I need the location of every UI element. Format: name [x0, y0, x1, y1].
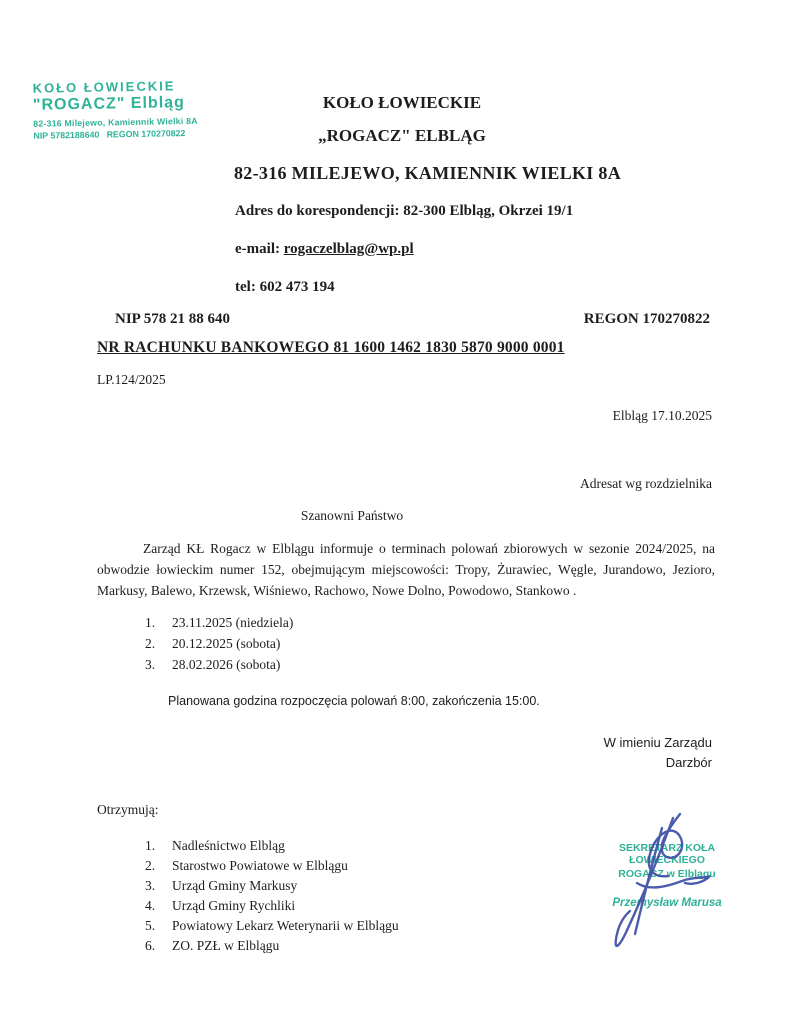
email-line: [235, 241, 414, 258]
secretary-club: ROGACZ w Elblągu: [618, 868, 716, 880]
correspondence-address: Adres do korespondencji: 82-300 Elbląg, Okrzei 19/1: [235, 203, 574, 219]
signoff-on-behalf: W imieniu Zarządu: [603, 735, 712, 750]
recipient-item: [145, 836, 399, 856]
handwritten-signature: [592, 806, 727, 958]
salutation: Szanowni Państwo: [300, 508, 404, 523]
letterhead-address: 82-316 MILEJEWO, KAMIENNIK WIELKI 8A: [234, 163, 622, 183]
signoff-greeting: Darzbór: [665, 755, 712, 770]
nip-number: NIP 578 21 88 640: [115, 311, 231, 327]
recipient-item: [145, 856, 399, 876]
item-number: 1.: [145, 838, 156, 853]
recipient-text: Powiatowy Lekarz Weterynarii w Elblągu: [172, 918, 399, 933]
item-number: 2.: [145, 636, 156, 651]
item-number: 4.: [145, 898, 156, 913]
hunt-dates-list: [145, 612, 293, 675]
hunt-date-item: [145, 612, 293, 633]
recipient-item: [145, 936, 399, 956]
recipient-text: Urząd Gminy Rychliki: [172, 898, 296, 913]
hunt-date-text: 28.02.2026 (sobota): [172, 657, 281, 672]
bank-account-number: NR RACHUNKU BANKOWEGO 81 1600 1462 1830 5870 9000 0001: [97, 339, 565, 356]
stamp-club-address: 82-316 Milejewo, Kamiennik Wielki 8A: [33, 115, 198, 129]
tax-id-row: [115, 311, 710, 328]
phone-line: tel: 602 473 194: [235, 279, 335, 295]
email-address: rogaczelblag@wp.pl: [283, 241, 414, 257]
item-number: 5.: [145, 918, 156, 933]
secretary-name: Przemysław Marusa: [612, 897, 722, 909]
stamp-club-ids: NIP 5782188640 REGON 170270822: [33, 128, 186, 141]
recipient-text: Nadleśnictwo Elbląg: [172, 838, 285, 853]
signoff-block: [604, 733, 712, 773]
item-number: 1.: [145, 615, 156, 630]
hunt-date-item: [145, 633, 293, 654]
letterhead-club-name: „ROGACZ" ELBLĄG: [318, 126, 486, 145]
item-number: 6.: [145, 938, 156, 953]
item-number: 3.: [145, 878, 156, 893]
date-line: Elbląg 17.10.2025: [612, 408, 712, 423]
email-label: e-mail:: [235, 241, 284, 257]
secretary-title: SEKRETARZ KOŁA ŁOWIECKIEGO: [618, 842, 716, 866]
reference-number: LP.124/2025: [97, 372, 166, 387]
letterhead-club-type: KOŁO ŁOWIECKIE: [322, 93, 482, 112]
stamp-club-name: "ROGACZ" Elbląg: [32, 94, 185, 114]
recipient-item: [145, 876, 399, 896]
recipients-list: [145, 836, 399, 956]
recipient-item: [145, 916, 399, 936]
letter-body: Zarząd KŁ Rogacz w Elblągu informuje o terminach polowań zbiorowych w sezonie 2024/2025, na obwodzie łowieckim numer 152, obejmującym miejscowości: Tropy, Żurawiec, Węgle, Jurandowo, Jezioro, Markusy, Balewo, Krzewsk, Wiśniewo, Rachowo, Nowe Dolno, Powodowo, Stankowo .: [97, 541, 715, 598]
item-number: 2.: [145, 858, 156, 873]
hunt-hours-note: Planowana godzina rozpoczęcia polowań 8:00, zakończenia 15:00.: [168, 694, 540, 708]
recipient-text: Urząd Gminy Markusy: [172, 878, 298, 893]
addressee-line: Adresat wg rozdzielnika: [580, 476, 712, 491]
item-number: 3.: [145, 657, 156, 672]
regon-number: REGON 170270822: [583, 311, 710, 327]
hunt-date-text: 23.11.2025 (niedziela): [172, 615, 294, 630]
recipient-text: ZO. PZŁ w Elblągu: [172, 938, 280, 953]
recipient-text: Starostwo Powiatowe w Elblągu: [172, 858, 348, 873]
hunt-date-text: 20.12.2025 (sobota): [172, 636, 281, 651]
stamp-club-type: KOŁO ŁOWIECKIE: [32, 78, 176, 96]
recipients-label: Otrzymują:: [97, 802, 159, 817]
hunt-date-item: [145, 654, 293, 675]
recipient-item: [145, 896, 399, 916]
